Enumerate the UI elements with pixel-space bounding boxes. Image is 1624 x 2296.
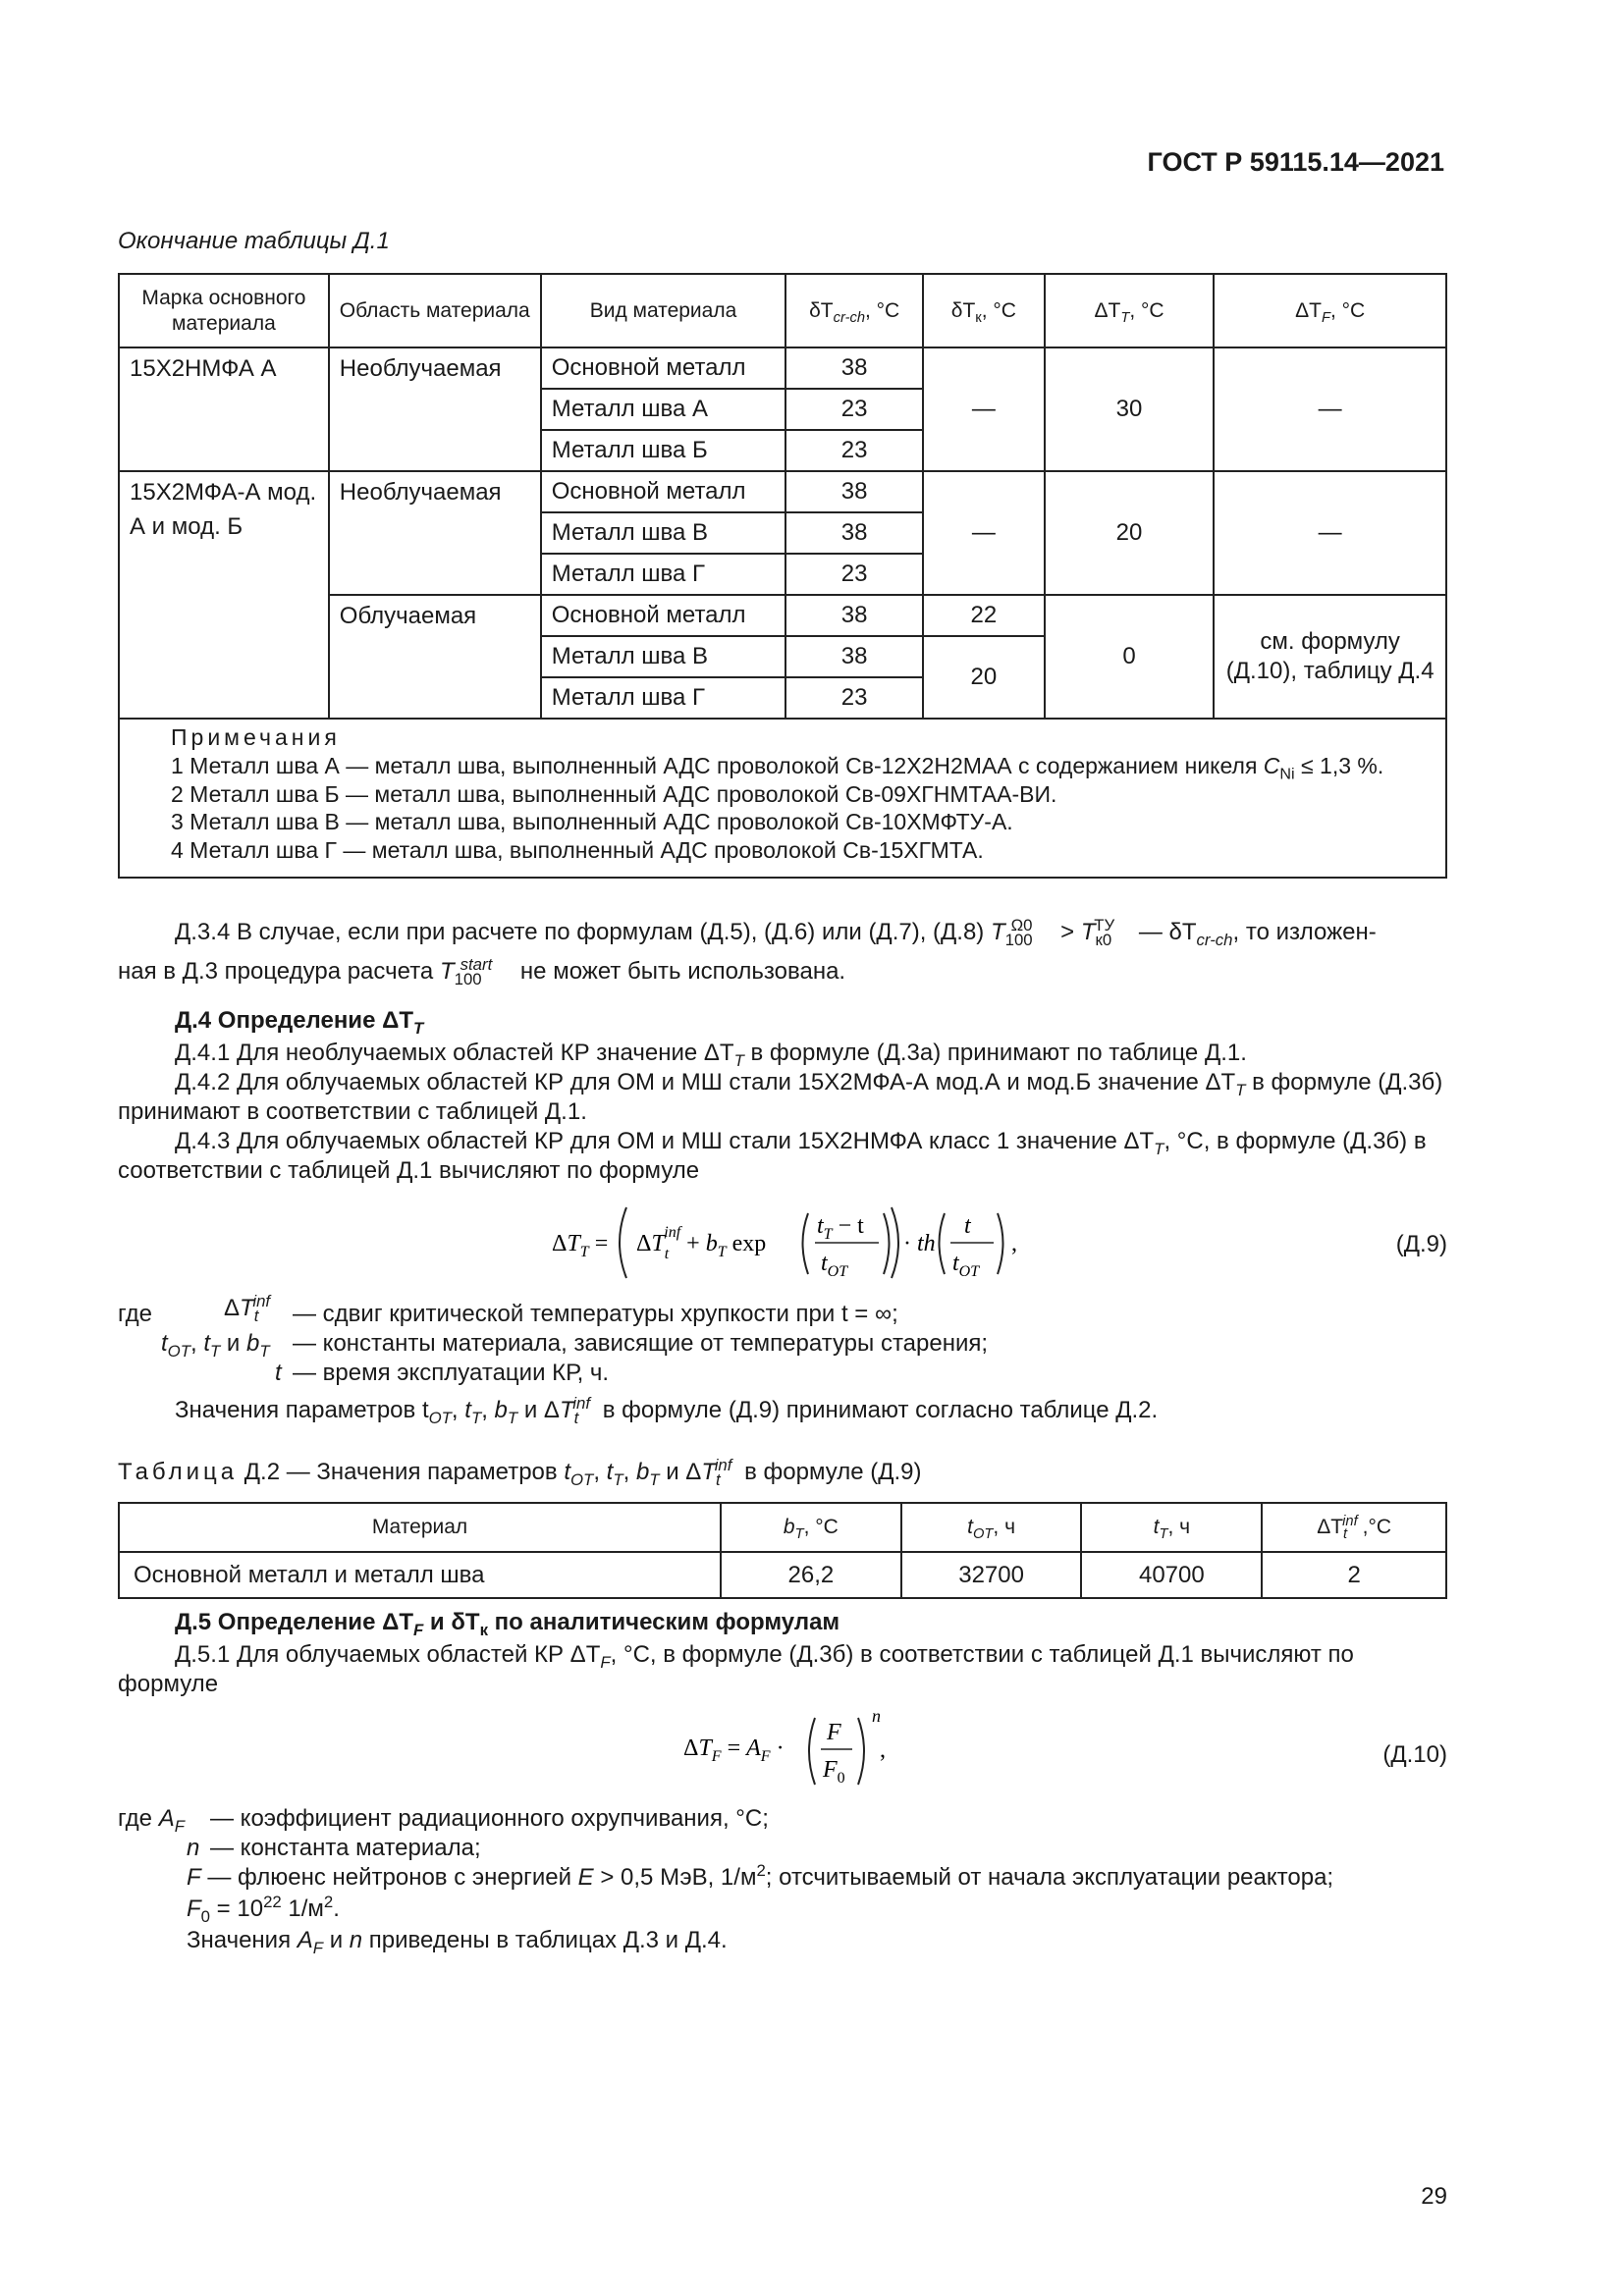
table-continuation-title: Окончание таблицы Д.1	[118, 228, 390, 254]
def-f: F — флюенс нейтронов с энергией E > 0,5 МэВ, $1/м^2$; отсчитываемый от начала эксплуатации реактора;	[187, 1861, 1334, 1891]
cell-tot: 32700	[901, 1552, 1082, 1598]
cell-kind: Металл шва Г	[541, 554, 786, 595]
table-notes	[119, 719, 1446, 878]
def-symbol-t: t	[275, 1360, 282, 1386]
cell-dtk: 20	[923, 636, 1045, 719]
paragraph-d41: Д.4.1 Для необлучаемых областей КР значение $\Delta T_T$ в формуле (Д.3а) принимают по таблице Д.1.	[175, 1040, 1247, 1070]
def-af: — коэффициент радиационного охрупчивания, °С;	[210, 1805, 769, 1832]
note-3: 3 Металл шва В — металл шва, выполненный АДС проволокой Св-10ХМФТУ-А.	[171, 809, 1013, 835]
where-label-2: где $A_F$	[118, 1805, 185, 1836]
cell-material: Основной металл и металл шва	[119, 1552, 721, 1598]
formula-d10	[677, 1706, 913, 1794]
cell-kind: Металл шва Б	[541, 430, 786, 471]
cell-value: 23	[785, 430, 923, 471]
cell-kind: Металл шва А	[541, 389, 786, 430]
cell-area: Необлучаемая	[329, 347, 541, 471]
cell-tt: 40700	[1081, 1552, 1262, 1598]
cell-bt: 26,2	[721, 1552, 901, 1598]
document-code: ГОСТ Р 59115.14—2021	[1147, 147, 1444, 177]
svg-text:ΔTT =: $\Delta T_T$ =	[552, 1231, 609, 1260]
cell-value: 23	[785, 389, 923, 430]
header-grade: Марка основного материала	[119, 274, 329, 347]
table-row	[119, 1552, 1446, 1598]
paragraph-d51: Д.5.1 Для облучаемых областей КР $\Delta T_F$, °С, в формуле (Д.3б) в соответствии с таблицей Д.1 вычисляют по формуле	[118, 1641, 1354, 1697]
table-header-row	[119, 274, 1446, 347]
cell-value: 23	[785, 677, 923, 719]
table-d1-end	[118, 273, 1447, 879]
def-n: — константа материала;	[210, 1835, 481, 1861]
svg-text:,: ,	[880, 1737, 886, 1763]
svg-text:tOT: $t_{OT}$	[821, 1251, 848, 1280]
equation-number-d9: (Д.9)	[1395, 1231, 1447, 1257]
cell-dtf: —	[1214, 471, 1446, 595]
page-number: 29	[1421, 2183, 1447, 2210]
svg-text:n: n	[872, 1706, 881, 1726]
cell-value: 23	[785, 554, 923, 595]
cell-dtk: 22	[923, 595, 1045, 636]
header-bt: $b_T$, °С	[721, 1503, 901, 1552]
def-symbol-n: n	[187, 1835, 200, 1861]
header-dt-crch: $\delta T_{cr-ch}$, °С	[785, 274, 923, 347]
header-area: Область материала	[329, 274, 541, 347]
cell-kind: Основной металл	[541, 595, 786, 636]
header-dt-t: $\Delta T_T$, °С	[1045, 274, 1215, 347]
svg-text:F0: $F_0$	[823, 1757, 845, 1787]
cell-dtt: 0	[1045, 595, 1215, 719]
cell-dtt: 20	[1045, 471, 1215, 595]
table-header-row	[119, 1503, 1446, 1552]
cell-dti: 2	[1262, 1552, 1446, 1598]
svg-text:ΔTtinf + bT exp: $\Delta T_tinf + b_T$ exp	[636, 1224, 767, 1262]
cell-grade: 15Х2МФА-А мод. А и мод. Б	[119, 471, 329, 719]
def-symbol-dti: $\Delta T_t^{inf}$	[224, 1292, 271, 1325]
cell-kind: Металл шва В	[541, 636, 786, 677]
svg-text:F: F	[827, 1720, 841, 1745]
paragraph-values: Значения параметров $t_{OT}$, $t_T$, $b_T$ и $\Delta T_t^{inf}$ в формуле (Д.9) принимают согласно таблице Д.2.	[175, 1394, 1159, 1427]
header-dt-f: $\Delta T_F$, °С	[1214, 274, 1446, 347]
paragraph-d42: Д.4.2 Для облучаемых областей КР для ОМ и МШ стали 15Х2МФА-А мод.А и мод.Б значение $\Delta T_T$ в формуле (Д.3б) принимают в соответствии с таблицей Д.1.	[118, 1069, 1443, 1125]
cell-kind: Основной металл	[541, 471, 786, 512]
cell-kind: Металл шва В	[541, 512, 786, 554]
def-f0: $F_0 = 10^{22}$ $1/м^2$.	[187, 1893, 340, 1926]
header-dti: $\Delta T_t^{inf}$ ,°С	[1262, 1503, 1446, 1552]
table-row	[119, 471, 1446, 512]
heading-d4: Д.4 Определение $\Delta T_T$	[175, 1007, 424, 1038]
def-symbol-consts: $t_{OT}$, $t_T$ и $b_T$	[161, 1330, 270, 1361]
paragraph-d34-cont: ная в Д.3 процедура расчета $T_{100}^{start}$ не может быть использована.	[118, 955, 846, 988]
header-tt: $t_T$, ч	[1081, 1503, 1262, 1552]
svg-text:· th: · th	[903, 1231, 936, 1256]
cell-dtk: —	[923, 347, 1045, 471]
paragraph-d34: Д.3.4 В случае, если при расчете по формулам (Д.5), (Д.6) или (Д.7), (Д.8) $T_{100}^{\Omega 0} > T_{к0}^{ТУ}$ — $\delta T_{cr-ch}$, то изложен-	[175, 916, 1377, 949]
header-dt-k: $\delta T_к$, °С	[923, 274, 1045, 347]
cell-kind: Металл шва Г	[541, 677, 786, 719]
header-material: Материал	[119, 1503, 721, 1552]
notes-row	[119, 719, 1446, 878]
table-d2-caption: Таблица Д.2 — Значения параметров $t_{OT}$, $t_T$, $b_T$ и $\Delta T_t^{inf}$ в формуле (Д.9)	[118, 1456, 922, 1489]
header-tot: $t_{OT}$, ч	[901, 1503, 1082, 1552]
table-row	[119, 347, 1446, 389]
def-dti: — сдвиг критической температуры хрупкости при t = ∞;	[293, 1301, 898, 1327]
note-4: 4 Металл шва Г — металл шва, выполненный АДС проволокой Св-15ХГМТА.	[171, 837, 984, 863]
svg-text:ΔTF = AF ·: $\Delta T_F = A_F$ ·	[683, 1735, 785, 1765]
def-consts: — константы материала, зависящие от температуры старения;	[293, 1330, 989, 1357]
cell-dtf: —	[1214, 347, 1446, 471]
where-label: где	[118, 1301, 153, 1327]
cell-area: Необлучаемая	[329, 471, 541, 595]
note-2: 2 Металл шва Б — металл шва, выполненный АДС проволокой Св-09ХГНМТАА-ВИ.	[171, 780, 1057, 807]
svg-text:,: ,	[1011, 1231, 1017, 1256]
paragraph-final: Значения $A_F$ и n приведены в таблицах Д.3 и Д.4.	[187, 1927, 728, 1957]
def-t: — время эксплуатации КР, ч.	[293, 1360, 610, 1386]
cell-value: 38	[785, 595, 923, 636]
formula-d9	[540, 1200, 1031, 1286]
svg-text:t: t	[964, 1213, 971, 1239]
cell-value: 38	[785, 512, 923, 554]
cell-grade: 15Х2НМФА А	[119, 347, 329, 471]
svg-text:tOT: $t_{OT}$	[952, 1251, 980, 1280]
cell-dtf: см. формулу (Д.10), таблицу Д.4	[1214, 595, 1446, 719]
cell-area: Облучаемая	[329, 595, 541, 719]
cell-dtt: 30	[1045, 347, 1215, 471]
header-kind: Вид материала	[541, 274, 786, 347]
cell-value: 38	[785, 471, 923, 512]
notes-title: Примечания	[171, 724, 341, 750]
paragraph-d43: Д.4.3 Для облучаемых областей КР для ОМ и МШ стали 15Х2НМФА класс 1 значение $\Delta T_T$, °С, в формуле (Д.3б) в соответствии с таблицей Д.1 вычисляют по формуле	[118, 1128, 1427, 1184]
cell-value: 38	[785, 636, 923, 677]
cell-value: 38	[785, 347, 923, 389]
heading-d5: Д.5 Определение $\Delta T_F$ и $\delta T_к$ по аналитическим формулам	[175, 1609, 840, 1639]
svg-text:tT − t: $t_T - t$	[817, 1213, 864, 1243]
cell-dtk: —	[923, 471, 1045, 595]
table-d2	[118, 1502, 1447, 1599]
equation-number-d10: (Д.10)	[1382, 1741, 1447, 1768]
cell-kind: Основной металл	[541, 347, 786, 389]
note-1: 1 Металл шва А — металл шва, выполненный АДС проволокой Св-12Х2Н2МАА с содержанием никеля $C_{Ni} \le 1,3$ %.	[171, 752, 1384, 783]
